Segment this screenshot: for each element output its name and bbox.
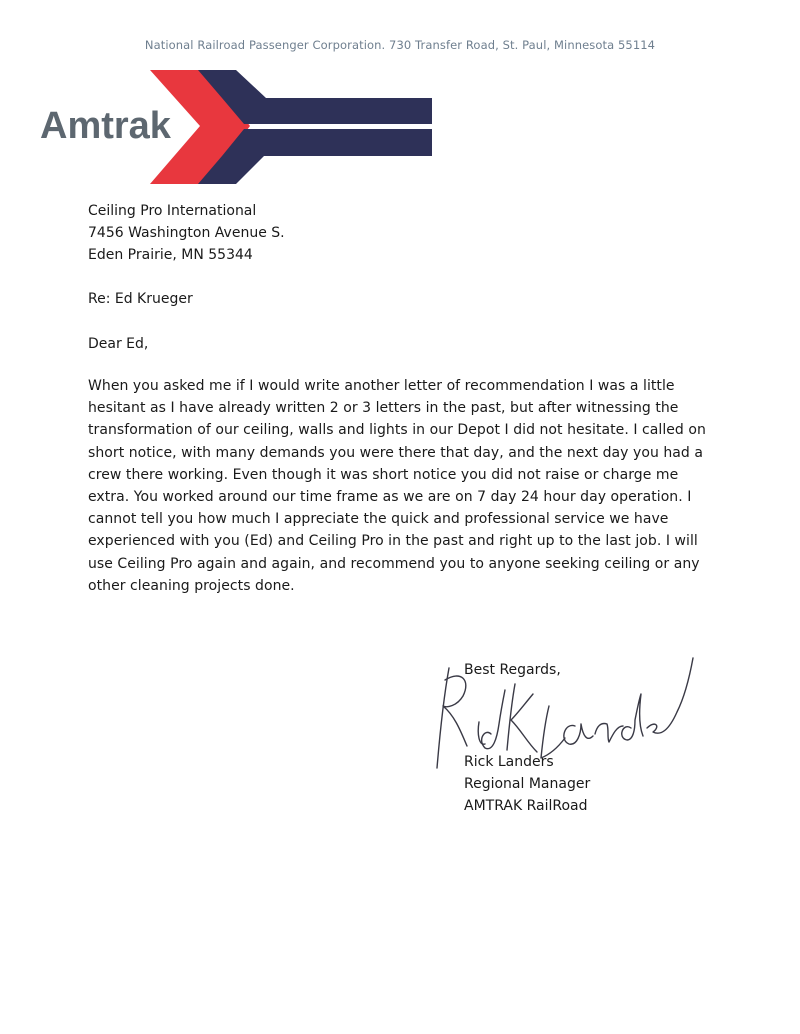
recipient-city: Eden Prairie, MN 55344: [88, 247, 253, 263]
signatory-company: AMTRAK RailRoad: [464, 798, 588, 814]
signatory-title: Regional Manager: [464, 776, 591, 792]
letterhead-address: National Railroad Passenger Corporation. 730 Transfer Road, St. Paul, Minnesota 55114: [144, 38, 656, 52]
signatory-name: Rick Landers: [464, 754, 554, 770]
letter-body: When you asked me if I would write another letter of recommendation I was a little hesitant as I have already written 2 or 3 letters in the past, but after witnessing the transformation of our ceiling, walls and lights in our Depot I did not hesitate. I called on short notice, with many demands you were there that day, and the next day you had a crew there working. Even though it was short notice you did not raise or charge me extra. You worked around our time frame as we are on 7 day 24 hour day operation. I cannot tell you how much I appreciate the quick and professional service we have experienced with you (Ed) and Ceiling Pro in the past and right up to the last job. I will use Ceiling Pro again and again, and recommend you to anyone seeking ceiling or any other cleaning projects done.: [88, 378, 706, 594]
recipient-address: [88, 200, 285, 266]
signatory-block: [464, 751, 590, 817]
salutation: Dear Ed,: [88, 336, 149, 352]
recipient-company: Ceiling Pro International: [88, 203, 257, 219]
closing-regards: Best Regards,: [464, 662, 561, 678]
recipient-street: 7456 Washington Avenue S.: [88, 225, 285, 241]
subject-line: Re: Ed Krueger: [88, 291, 193, 307]
logo-wordmark: Amtrak: [40, 105, 171, 147]
amtrak-logo: [38, 68, 438, 188]
